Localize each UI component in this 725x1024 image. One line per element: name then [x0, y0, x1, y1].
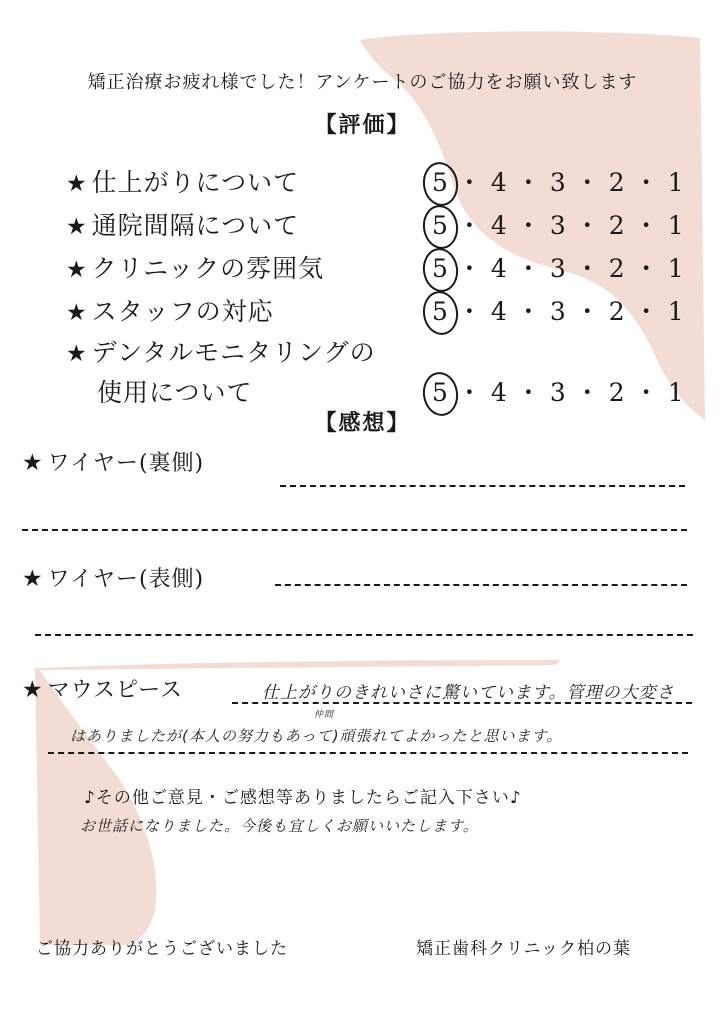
star-icon: ★: [66, 257, 88, 283]
rating-option[interactable]: 4: [490, 211, 507, 240]
rating-label-interval: ★ 通院間隔について: [66, 211, 300, 240]
star-icon: ★: [22, 450, 44, 476]
other-comments-answer: お世話になりました。今後も宜しくお願いいたします。: [80, 817, 479, 835]
rating-scale-dental-monitoring[interactable]: 5 ・ 4 ・ 3 ・ 2 ・ 1: [432, 378, 684, 407]
star-icon: ★: [66, 171, 88, 197]
wire-front-label: ★ ワイヤー(表側): [22, 566, 205, 592]
wire-front-answer-line-1[interactable]: [275, 584, 687, 586]
impressions-heading: 【感想】: [314, 410, 411, 436]
clinic-name: 矯正歯科クリニック柏の葉: [416, 939, 631, 959]
mouthpiece-answer-line-2-rule[interactable]: [48, 752, 688, 754]
star-icon: ★: [66, 300, 88, 326]
rating-option[interactable]: 2: [608, 378, 625, 407]
rating-option[interactable]: 1: [667, 254, 684, 283]
rating-label-finish: ★ 仕上がりについて: [66, 168, 300, 197]
rating-option[interactable]: 1: [667, 211, 684, 240]
mouthpiece-label: ★ マウスピース: [22, 677, 183, 703]
rating-option-selected[interactable]: 5: [432, 211, 448, 240]
rating-option[interactable]: 2: [608, 297, 625, 326]
rating-option-selected[interactable]: 5: [432, 254, 448, 283]
wire-back-label: ★ ワイヤー(裏側): [22, 450, 205, 476]
rating-label-dental-monitoring: ★ デンタルモニタリングの: [66, 338, 376, 367]
rating-option[interactable]: 2: [608, 168, 625, 197]
form-title: 矯正治療お疲れ様でした！アンケートのご協力をお願い致します: [87, 72, 638, 93]
rating-option[interactable]: 4: [490, 297, 507, 326]
star-icon: ★: [66, 214, 88, 240]
mouthpiece-answer-line-2: はありましたが(本人の努力もあって)頑張れてよかったと思います。: [70, 727, 563, 745]
rating-label-atmosphere: ★ クリニックの雰囲気: [66, 254, 325, 283]
rating-option[interactable]: 1: [667, 168, 684, 197]
rating-option[interactable]: 2: [608, 254, 625, 283]
rating-option[interactable]: 4: [490, 168, 507, 197]
mouthpiece-answer-line-1-rule[interactable]: [232, 702, 692, 704]
rating-option-selected[interactable]: 5: [432, 297, 448, 326]
rating-scale-staff[interactable]: 5 ・ 4 ・ 3 ・ 2 ・ 1: [432, 297, 684, 326]
rating-option[interactable]: 2: [608, 211, 625, 240]
rating-option[interactable]: 1: [667, 378, 684, 407]
star-icon: ★: [22, 566, 44, 592]
mouthpiece-answer-line-1: 仕上がりのきれいさに驚いています。管理の大変さ: [262, 683, 675, 703]
thanks-text: ご協力ありがとうございました: [36, 939, 288, 959]
rating-option[interactable]: 3: [549, 211, 566, 240]
rating-option[interactable]: 4: [490, 378, 507, 407]
star-icon: ★: [22, 677, 44, 703]
rating-option[interactable]: 4: [490, 254, 507, 283]
wire-back-answer-line-2[interactable]: [22, 529, 687, 531]
rating-option[interactable]: 3: [549, 168, 566, 197]
rating-option[interactable]: 3: [549, 297, 566, 326]
rating-label-staff: ★ スタッフの対応: [66, 297, 274, 326]
rating-scale-interval[interactable]: 5 ・ 4 ・ 3 ・ 2 ・ 1: [432, 211, 684, 240]
rating-scale-atmosphere[interactable]: 5 ・ 4 ・ 3 ・ 2 ・ 1: [432, 254, 684, 283]
mouthpiece-annotation: 仲間: [314, 710, 335, 720]
wire-back-answer-line-1[interactable]: [280, 485, 685, 487]
rating-option[interactable]: 3: [549, 254, 566, 283]
rating-option[interactable]: 3: [549, 378, 566, 407]
rating-option-selected[interactable]: 5: [432, 168, 448, 197]
star-icon: ★: [66, 341, 88, 367]
rating-option[interactable]: 1: [667, 297, 684, 326]
rating-label-dental-monitoring-line2: 使用について: [97, 378, 253, 407]
wire-front-answer-line-2[interactable]: [35, 634, 693, 636]
other-comments-prompt: ♪その他ご意見・ご感想等ありましたらご記入下さい♪: [84, 788, 522, 808]
rating-option-selected[interactable]: 5: [432, 378, 448, 407]
evaluation-heading: 【評価】: [314, 112, 411, 138]
rating-scale-finish[interactable]: 5 ・ 4 ・ 3 ・ 2 ・ 1: [432, 168, 684, 197]
